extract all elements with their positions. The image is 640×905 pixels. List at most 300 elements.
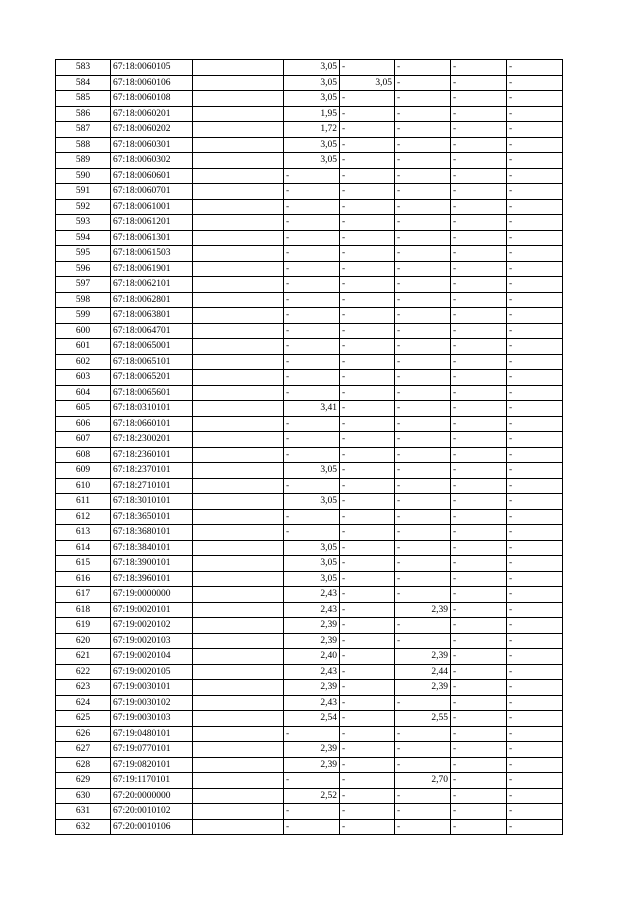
value-col-a: 2,54 <box>284 711 340 727</box>
value-col-e: - <box>507 602 563 618</box>
blank-cell <box>193 602 284 618</box>
value-col-c: 2,44 <box>395 664 451 680</box>
row-number: 594 <box>56 230 111 246</box>
value-col-c: - <box>395 60 451 76</box>
row-number: 621 <box>56 649 111 665</box>
value-col-a: 2,52 <box>284 788 340 804</box>
value-col-a: - <box>284 323 340 339</box>
value-col-a: - <box>284 354 340 370</box>
value-col-d: - <box>451 788 507 804</box>
value-col-e: - <box>507 246 563 262</box>
value-col-d: - <box>451 277 507 293</box>
row-number: 626 <box>56 726 111 742</box>
value-col-e: - <box>507 401 563 417</box>
blank-cell <box>193 137 284 153</box>
value-col-a: 2,43 <box>284 695 340 711</box>
cadastral-code: 67:18:3650101 <box>111 509 193 525</box>
value-col-d: - <box>451 153 507 169</box>
value-col-b: - <box>340 819 395 835</box>
value-col-a: - <box>284 230 340 246</box>
value-col-e: - <box>507 261 563 277</box>
cadastral-code: 67:18:0064701 <box>111 323 193 339</box>
value-col-b: - <box>340 199 395 215</box>
value-col-a: - <box>284 292 340 308</box>
blank-cell <box>193 339 284 355</box>
table-row <box>56 494 563 510</box>
row-number: 631 <box>56 804 111 820</box>
row-number: 613 <box>56 525 111 541</box>
cadastral-code: 67:18:0065201 <box>111 370 193 386</box>
blank-cell <box>193 385 284 401</box>
value-col-b: - <box>340 695 395 711</box>
blank-cell <box>193 122 284 138</box>
row-number: 603 <box>56 370 111 386</box>
table-row <box>56 277 563 293</box>
data-table <box>55 59 563 835</box>
value-col-b: - <box>340 742 395 758</box>
row-number: 592 <box>56 199 111 215</box>
value-col-c: - <box>395 230 451 246</box>
table-row <box>56 60 563 76</box>
blank-cell <box>193 742 284 758</box>
value-col-e: - <box>507 168 563 184</box>
blank-cell <box>193 556 284 572</box>
value-col-b: - <box>340 153 395 169</box>
table-row <box>56 137 563 153</box>
value-col-e: - <box>507 370 563 386</box>
value-col-a: 2,40 <box>284 649 340 665</box>
cadastral-code: 67:18:0065001 <box>111 339 193 355</box>
value-col-a: - <box>284 432 340 448</box>
value-col-a: - <box>284 773 340 789</box>
value-col-a: - <box>284 804 340 820</box>
row-number: 618 <box>56 602 111 618</box>
table-row <box>56 726 563 742</box>
value-col-d: - <box>451 819 507 835</box>
table-row <box>56 339 563 355</box>
blank-cell <box>193 354 284 370</box>
value-col-b: - <box>340 246 395 262</box>
cadastral-code: 67:18:0060105 <box>111 60 193 76</box>
row-number: 625 <box>56 711 111 727</box>
row-number: 627 <box>56 742 111 758</box>
table-row <box>56 75 563 91</box>
table-row <box>56 819 563 835</box>
value-col-e: - <box>507 416 563 432</box>
blank-cell <box>193 401 284 417</box>
cadastral-code: 67:18:3840101 <box>111 540 193 556</box>
value-col-b: - <box>340 649 395 665</box>
blank-cell <box>193 308 284 324</box>
value-col-c: - <box>395 215 451 231</box>
value-col-e: - <box>507 153 563 169</box>
blank-cell <box>193 587 284 603</box>
value-col-a: - <box>284 246 340 262</box>
cadastral-code: 67:19:0770101 <box>111 742 193 758</box>
value-col-d: - <box>451 463 507 479</box>
row-number: 602 <box>56 354 111 370</box>
value-col-c: 2,39 <box>395 649 451 665</box>
value-col-d: - <box>451 246 507 262</box>
cadastral-code: 67:18:0061901 <box>111 261 193 277</box>
value-col-a: 2,39 <box>284 742 340 758</box>
value-col-c: - <box>395 587 451 603</box>
value-col-c: - <box>395 246 451 262</box>
value-col-d: - <box>451 494 507 510</box>
value-col-b: - <box>340 478 395 494</box>
value-col-d: - <box>451 680 507 696</box>
value-col-d: - <box>451 122 507 138</box>
value-col-d: - <box>451 106 507 122</box>
cadastral-code: 67:18:0310101 <box>111 401 193 417</box>
value-col-e: - <box>507 106 563 122</box>
value-col-b: - <box>340 261 395 277</box>
value-col-d: - <box>451 261 507 277</box>
value-col-c: - <box>395 525 451 541</box>
value-col-e: - <box>507 540 563 556</box>
value-col-d: - <box>451 308 507 324</box>
row-number: 583 <box>56 60 111 76</box>
row-number: 624 <box>56 695 111 711</box>
value-col-d: - <box>451 75 507 91</box>
cadastral-code: 67:19:0030101 <box>111 680 193 696</box>
table-row <box>56 463 563 479</box>
row-number: 604 <box>56 385 111 401</box>
value-col-b: - <box>340 618 395 634</box>
value-col-b: - <box>340 230 395 246</box>
value-col-d: - <box>451 370 507 386</box>
value-col-e: - <box>507 432 563 448</box>
cadastral-code: 67:18:2370101 <box>111 463 193 479</box>
value-col-b: - <box>340 633 395 649</box>
cadastral-code: 67:19:0820101 <box>111 757 193 773</box>
blank-cell <box>193 106 284 122</box>
value-col-d: - <box>451 509 507 525</box>
value-col-a: 3,05 <box>284 91 340 107</box>
value-col-c: - <box>395 323 451 339</box>
table-row <box>56 215 563 231</box>
blank-cell <box>193 246 284 262</box>
value-col-d: - <box>451 60 507 76</box>
value-col-d: - <box>451 230 507 246</box>
table-row <box>56 587 563 603</box>
value-col-e: - <box>507 292 563 308</box>
value-col-c: - <box>395 354 451 370</box>
value-col-e: - <box>507 649 563 665</box>
value-col-c: - <box>395 633 451 649</box>
value-col-b: - <box>340 463 395 479</box>
value-col-b: - <box>340 757 395 773</box>
value-col-b: - <box>340 91 395 107</box>
blank-cell <box>193 757 284 773</box>
value-col-a: - <box>284 525 340 541</box>
value-col-e: - <box>507 618 563 634</box>
table-row <box>56 649 563 665</box>
value-col-a: - <box>284 199 340 215</box>
value-col-b: - <box>340 788 395 804</box>
value-col-e: - <box>507 339 563 355</box>
value-col-a: 2,43 <box>284 587 340 603</box>
value-col-d: - <box>451 742 507 758</box>
value-col-d: - <box>451 91 507 107</box>
value-col-c: - <box>395 153 451 169</box>
value-col-e: - <box>507 819 563 835</box>
value-col-e: - <box>507 571 563 587</box>
value-col-b: - <box>340 339 395 355</box>
row-number: 610 <box>56 478 111 494</box>
table-row <box>56 91 563 107</box>
value-col-a: - <box>284 385 340 401</box>
cadastral-code: 67:19:0030102 <box>111 695 193 711</box>
table-row <box>56 184 563 200</box>
blank-cell <box>193 773 284 789</box>
cadastral-code: 67:18:0060601 <box>111 168 193 184</box>
row-number: 612 <box>56 509 111 525</box>
value-col-d: - <box>451 416 507 432</box>
value-col-d: - <box>451 587 507 603</box>
cadastral-code: 67:18:2360101 <box>111 447 193 463</box>
row-number: 608 <box>56 447 111 463</box>
value-col-b: - <box>340 432 395 448</box>
value-col-e: - <box>507 664 563 680</box>
table-row <box>56 742 563 758</box>
value-col-e: - <box>507 277 563 293</box>
cadastral-code: 67:18:3680101 <box>111 525 193 541</box>
blank-cell <box>193 540 284 556</box>
blank-cell <box>193 60 284 76</box>
row-number: 622 <box>56 664 111 680</box>
value-col-a: 3,05 <box>284 60 340 76</box>
row-number: 601 <box>56 339 111 355</box>
table-row <box>56 447 563 463</box>
table-row <box>56 633 563 649</box>
table-row <box>56 153 563 169</box>
cadastral-code: 67:18:0060301 <box>111 137 193 153</box>
value-col-d: - <box>451 618 507 634</box>
value-col-a: 2,39 <box>284 633 340 649</box>
table-row <box>56 122 563 138</box>
table-row <box>56 106 563 122</box>
value-col-c: - <box>395 308 451 324</box>
value-col-c: - <box>395 463 451 479</box>
cadastral-code: 67:19:0020105 <box>111 664 193 680</box>
table-row <box>56 246 563 262</box>
value-col-a: 2,43 <box>284 602 340 618</box>
blank-cell <box>193 804 284 820</box>
value-col-a: - <box>284 184 340 200</box>
table-row <box>56 757 563 773</box>
blank-cell <box>193 168 284 184</box>
row-number: 607 <box>56 432 111 448</box>
blank-cell <box>193 75 284 91</box>
row-number: 596 <box>56 261 111 277</box>
value-col-e: - <box>507 633 563 649</box>
value-col-e: - <box>507 695 563 711</box>
value-col-d: - <box>451 695 507 711</box>
value-col-b: - <box>340 106 395 122</box>
table-row <box>56 540 563 556</box>
value-col-c: - <box>395 695 451 711</box>
cadastral-code: 67:18:0060302 <box>111 153 193 169</box>
value-col-c: - <box>395 804 451 820</box>
value-col-a: 2,39 <box>284 757 340 773</box>
value-col-a: 3,05 <box>284 137 340 153</box>
blank-cell <box>193 184 284 200</box>
value-col-b: - <box>340 587 395 603</box>
cadastral-code: 67:18:3900101 <box>111 556 193 572</box>
value-col-e: - <box>507 122 563 138</box>
table-row <box>56 354 563 370</box>
value-col-b: - <box>340 401 395 417</box>
value-col-a: - <box>284 168 340 184</box>
value-col-b: - <box>340 773 395 789</box>
value-col-c: - <box>395 478 451 494</box>
value-col-a: 3,05 <box>284 75 340 91</box>
table-row <box>56 602 563 618</box>
blank-cell <box>193 494 284 510</box>
table-row <box>56 230 563 246</box>
value-col-a: - <box>284 261 340 277</box>
table-row <box>56 618 563 634</box>
blank-cell <box>193 416 284 432</box>
cadastral-code: 67:19:0030103 <box>111 711 193 727</box>
blank-cell <box>193 509 284 525</box>
value-col-b: - <box>340 385 395 401</box>
value-col-d: - <box>451 773 507 789</box>
value-col-e: - <box>507 60 563 76</box>
row-number: 593 <box>56 215 111 231</box>
row-number: 595 <box>56 246 111 262</box>
table-row <box>56 308 563 324</box>
value-col-d: - <box>451 556 507 572</box>
table-row <box>56 695 563 711</box>
value-col-c: - <box>395 106 451 122</box>
row-number: 615 <box>56 556 111 572</box>
table-row <box>56 416 563 432</box>
value-col-b: - <box>340 137 395 153</box>
blank-cell <box>193 277 284 293</box>
value-col-c: 2,55 <box>395 711 451 727</box>
cadastral-code: 67:18:0660101 <box>111 416 193 432</box>
value-col-a: 1,72 <box>284 122 340 138</box>
value-col-a: - <box>284 447 340 463</box>
value-col-e: - <box>507 726 563 742</box>
row-number: 588 <box>56 137 111 153</box>
cadastral-code: 67:18:0060701 <box>111 184 193 200</box>
value-col-a: - <box>284 509 340 525</box>
cadastral-code: 67:18:0061301 <box>111 230 193 246</box>
table-row <box>56 556 563 572</box>
value-col-e: - <box>507 587 563 603</box>
row-number: 585 <box>56 91 111 107</box>
value-col-a: 2,39 <box>284 618 340 634</box>
blank-cell <box>193 788 284 804</box>
value-col-d: - <box>451 540 507 556</box>
blank-cell <box>193 711 284 727</box>
table-row <box>56 168 563 184</box>
value-col-d: - <box>451 401 507 417</box>
blank-cell <box>193 261 284 277</box>
value-col-c: 2,39 <box>395 680 451 696</box>
blank-cell <box>193 695 284 711</box>
cadastral-code: 67:18:3010101 <box>111 494 193 510</box>
value-col-c: - <box>395 261 451 277</box>
value-col-a: 3,05 <box>284 571 340 587</box>
value-col-c: 2,39 <box>395 602 451 618</box>
cadastral-code: 67:18:0061201 <box>111 215 193 231</box>
value-col-b: - <box>340 525 395 541</box>
value-col-c: - <box>395 370 451 386</box>
value-col-c: - <box>395 401 451 417</box>
blank-cell <box>193 323 284 339</box>
table-row <box>56 664 563 680</box>
value-col-e: - <box>507 494 563 510</box>
value-col-a: 1,95 <box>284 106 340 122</box>
blank-cell <box>193 680 284 696</box>
cadastral-code: 67:18:0062801 <box>111 292 193 308</box>
blank-cell <box>193 525 284 541</box>
table-row <box>56 509 563 525</box>
value-col-a: 3,41 <box>284 401 340 417</box>
value-col-a: - <box>284 370 340 386</box>
value-col-b: - <box>340 556 395 572</box>
value-col-b: - <box>340 711 395 727</box>
table-row <box>56 385 563 401</box>
row-number: 586 <box>56 106 111 122</box>
value-col-d: - <box>451 711 507 727</box>
row-number: 611 <box>56 494 111 510</box>
row-number: 605 <box>56 401 111 417</box>
value-col-d: - <box>451 385 507 401</box>
value-col-e: - <box>507 323 563 339</box>
value-col-d: - <box>451 525 507 541</box>
cadastral-code: 67:19:0020104 <box>111 649 193 665</box>
value-col-b: - <box>340 416 395 432</box>
value-col-c: - <box>395 618 451 634</box>
value-col-a: 3,05 <box>284 153 340 169</box>
blank-cell <box>193 571 284 587</box>
value-col-c: - <box>395 168 451 184</box>
row-number: 629 <box>56 773 111 789</box>
value-col-e: - <box>507 556 563 572</box>
cadastral-code: 67:18:0060202 <box>111 122 193 138</box>
value-col-e: - <box>507 525 563 541</box>
value-col-a: - <box>284 819 340 835</box>
value-col-b: - <box>340 308 395 324</box>
value-col-c: - <box>395 757 451 773</box>
table-row <box>56 773 563 789</box>
row-number: 591 <box>56 184 111 200</box>
row-number: 599 <box>56 308 111 324</box>
value-col-c: - <box>395 819 451 835</box>
value-col-b: - <box>340 602 395 618</box>
row-number: 587 <box>56 122 111 138</box>
value-col-d: - <box>451 168 507 184</box>
value-col-b: - <box>340 571 395 587</box>
value-col-d: - <box>451 571 507 587</box>
value-col-d: - <box>451 137 507 153</box>
value-col-a: - <box>284 416 340 432</box>
table-row <box>56 478 563 494</box>
cadastral-code: 67:19:0020102 <box>111 618 193 634</box>
value-col-a: - <box>284 277 340 293</box>
value-col-e: - <box>507 711 563 727</box>
value-col-d: - <box>451 757 507 773</box>
value-col-c: - <box>395 571 451 587</box>
row-number: 614 <box>56 540 111 556</box>
table-row <box>56 525 563 541</box>
row-number: 589 <box>56 153 111 169</box>
